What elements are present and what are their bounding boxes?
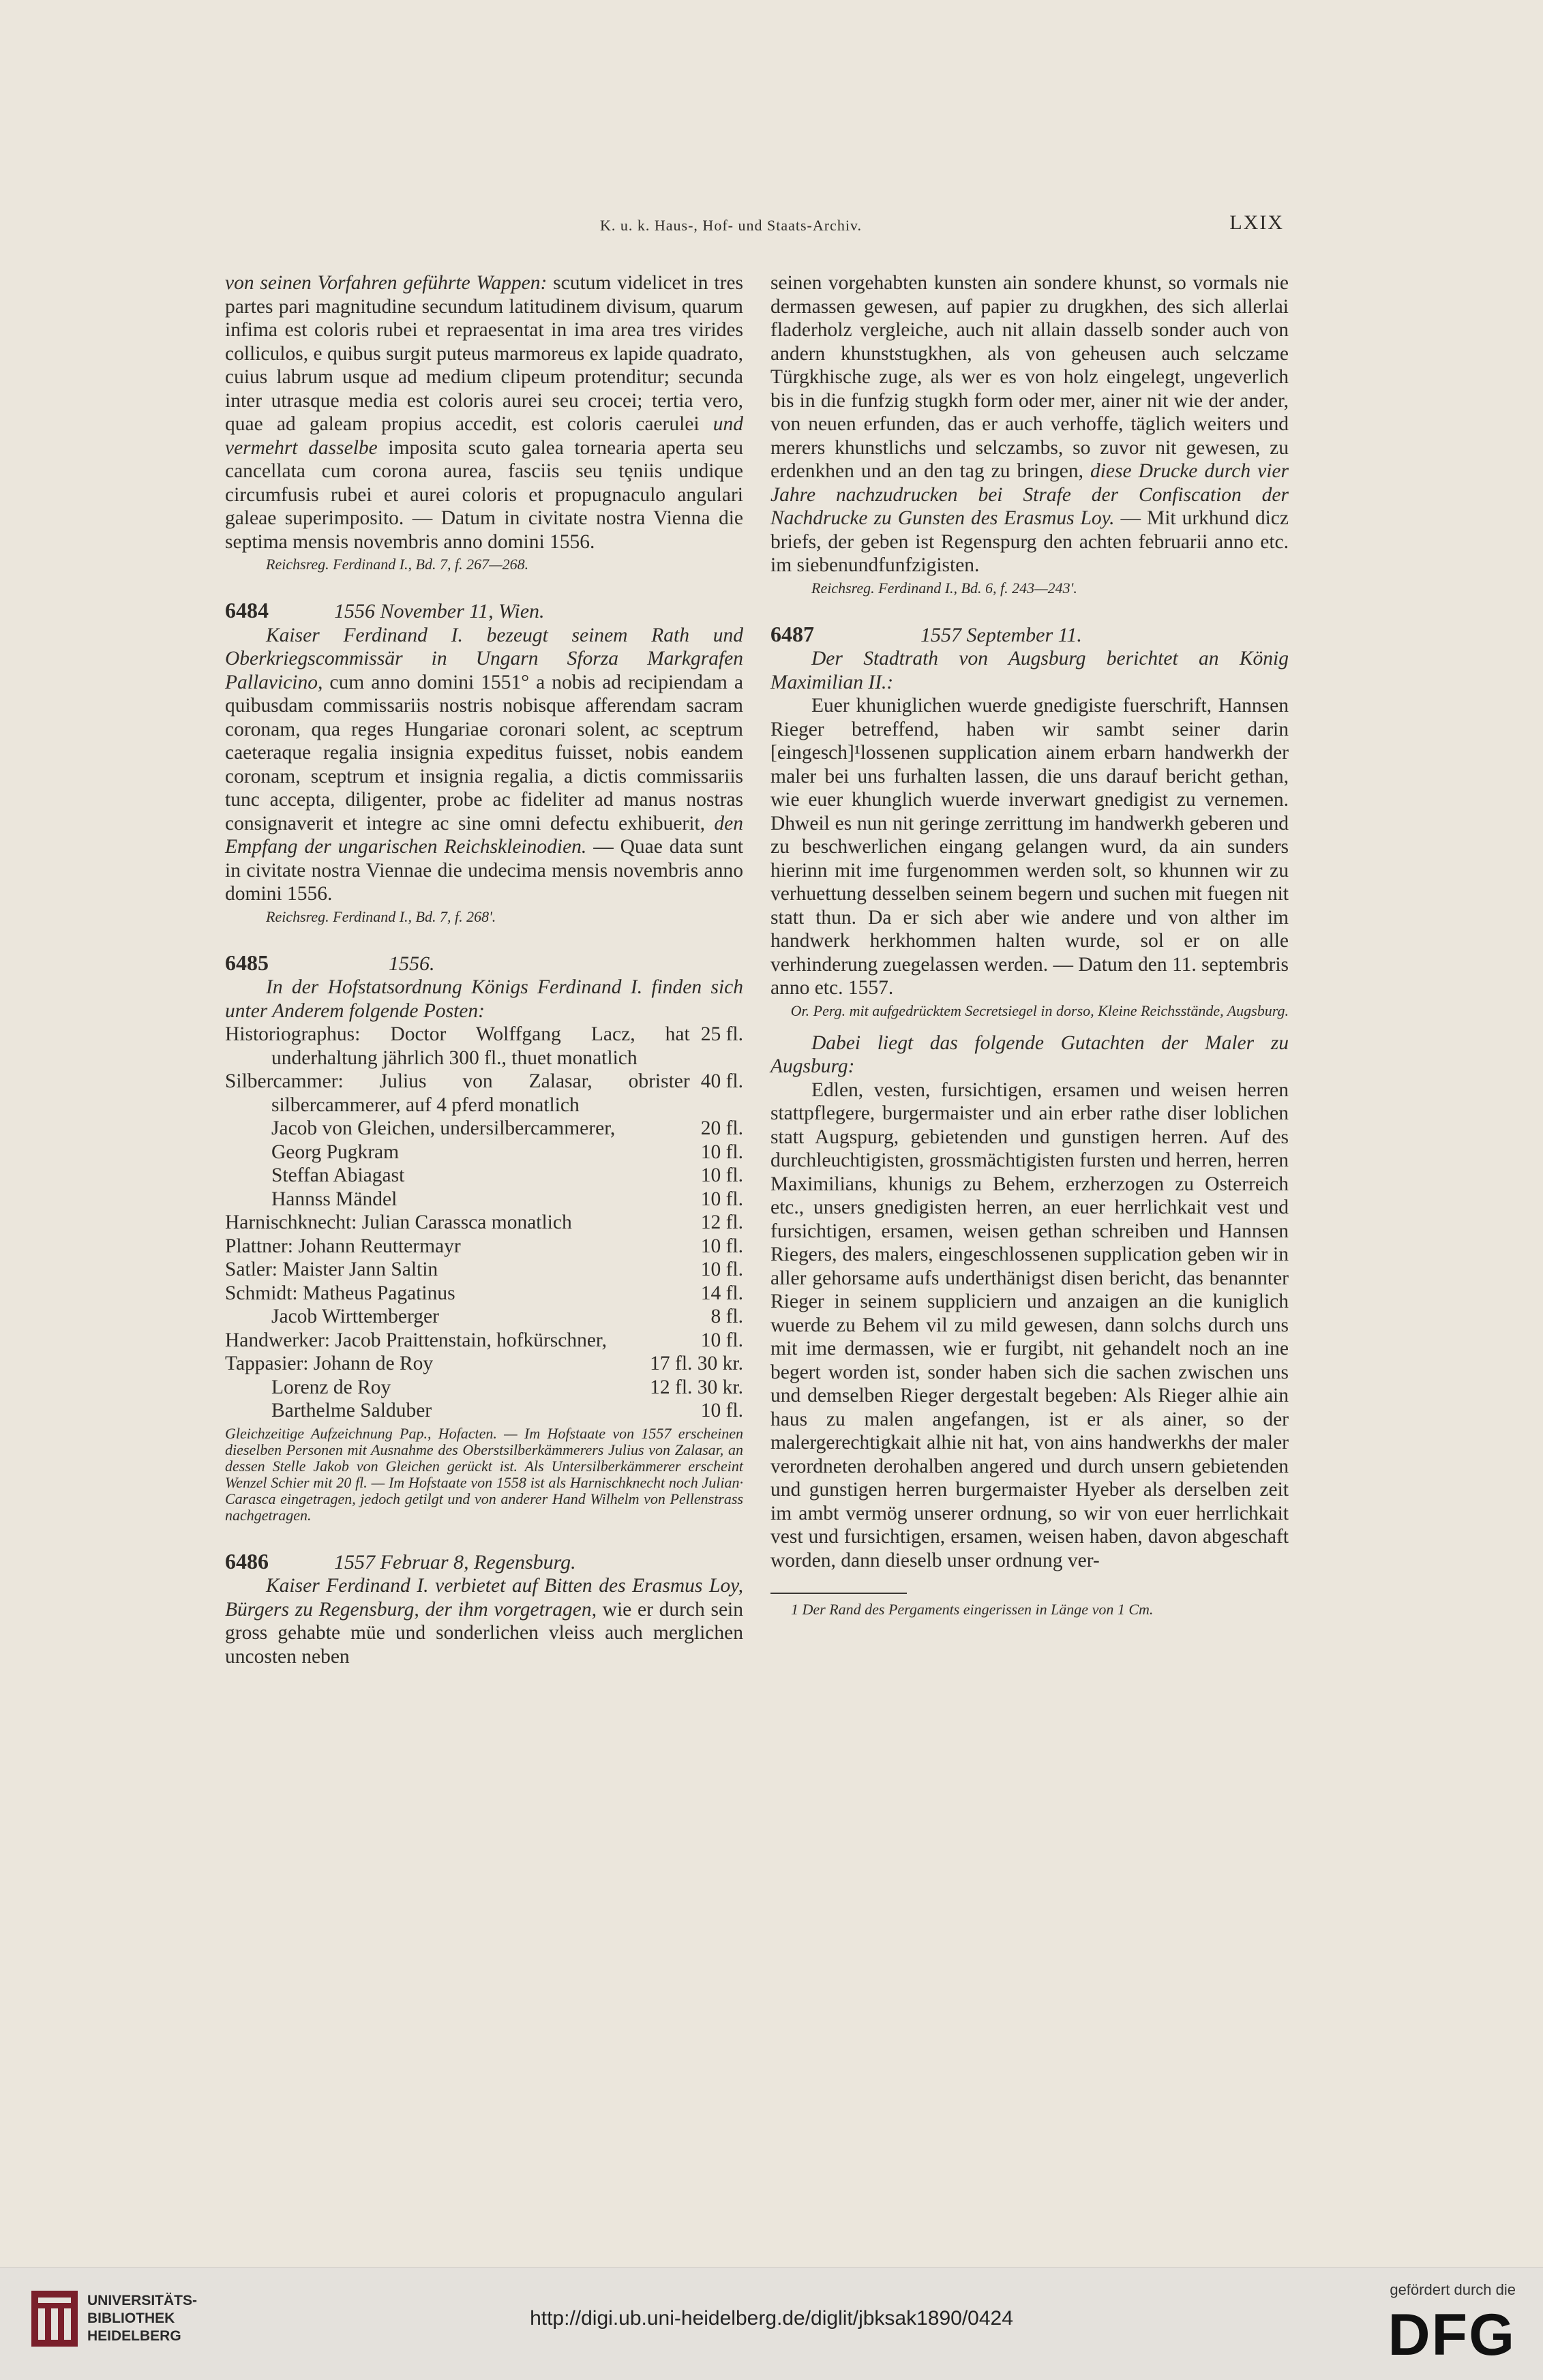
ledger-amount: 10 fl. xyxy=(700,1235,743,1257)
source-note: Or. Perg. mit aufgedrücktem Secretsiegel in dorso, Kleine Reichsstände, Augsburg. xyxy=(790,1001,1289,1019)
ledger-label: Harnischknecht: Julian Carassca monatlich xyxy=(225,1211,572,1233)
ledger-amount: 25 fl. xyxy=(700,1023,743,1045)
ledger-label: Lorenz de Roy xyxy=(271,1376,391,1398)
entry-heading-6487 xyxy=(770,622,1289,648)
entry-text2-6487: Edlen, vesten, fursichtigen, ersamen und weisen herren stattpflegere, burgermaister und ain erber rathe diser loblichen statt Augspurg, gebietenden und gunstigen herren. Auf des durchleuchtigisten, grossmächtigisten fursten und herren, herren Maximilians, khunigs zu Behem, erzherzogen zu Osterreich etc., unsers gnedigisten herren, an euer herrlichkait vest und fursichtigen, ersamen, weisen gethan schreiben und Hannsen Riegers, des malers, eingeschlossenen supplication geben wir in aller gehorsame aufs underthänigst disen bericht, das benannter Rieger in seinem suppliciern und anzaigen an die kuniglich wuerde zu Behem vil zu mild gewesen, dann solchs durch uns mit ime dermassen, wie er furgibt, nit gehandelt noch an ine begert worden ist, sonder haben sich die sachen zwischen uns und demselben Rieger dergestalt begeben: Als Rieger alhie ain haus zu malen angefangen, ist er als ainer, so der malergerechtigkait alhie nit hat, von ains handwerkhs der maler verordneten derohalben angered und durch unsern gebietenden und gunstigen herren burgermaister Hyeber als derselben zeit im ambt vermög unserer ordnung, so wir von euer herrlichkait vest und fursichtigen, ersamen, weisen haben, davon abgeschaft worden, dann dieselb unser ordnung ver- xyxy=(770,1079,1289,1571)
entry-text-6484: Kaiser Ferdinand I. bezeugt seinem Rath und Oberkriegscommissär in Ungarn Sforza Markgrafen Pallavicino, cum anno domini 1551° a nobis ad recipiendam a quibusdam commissariis nostris nobisque afferendam sacram coronam, qua reges Hungariae coronari solent, ac sceptrum caeteraque regalia insignia expeditus fuisset, nobis eandem coronam, sceptrum et insignia regalia, a dictis commissariis tunc accepta, diligenter, probe ac fideliter ad manus nostras consignaverit et integre ac sine omni defectu exhibuerit, den Empfang der ungarischen Reichskleinodien. — Quae data sunt in civitate nostra Viennae die undecima mensis novembris anno domini 1556. xyxy=(225,624,743,905)
ledger-label: Steffan Abiagast xyxy=(271,1164,405,1186)
library-line: BIBLIOTHEK xyxy=(87,2310,175,2326)
entry-date: 1556. xyxy=(389,952,435,975)
ledger-label: Georg Pugkram xyxy=(271,1141,400,1163)
ledger-label: Plattner: Johann Reuttermayr xyxy=(225,1235,461,1257)
ledger-label: Barthelme Salduber xyxy=(271,1400,432,1421)
ledger-amount: 12 fl. 30 kr. xyxy=(650,1376,743,1398)
ledger-label: Jacob von Gleichen, undersilbercammerer, xyxy=(271,1117,616,1139)
source-note: Gleichzeitige Aufzeichnung Pap., Hofacten. — Im Hofstaate von 1557 erscheinen dieselben Personen mit Ausnahme des Oberstsilberkämmerers Julius von Zalasar, an dessen Stelle Jakob von Gleichen gerückt ist. Als Untersilberkämmerer erscheint Wenzel Schier mit 20 fl. — Im Hofstaate von 1558 ist als Harnischknecht noch Julian· Carasca eingetragen, jedoch getilgt und von anderer Hand Wilhelm von Pellenstrass nachgetragen. xyxy=(225,1424,743,1524)
ledger-amount: 14 fl. xyxy=(700,1282,743,1304)
ledger-row xyxy=(225,1399,743,1423)
ledger-label: Historiographus: Doctor Wolffgang Lacz, hat underhaltung jährlich 300 fl., thuet monatlich xyxy=(225,1023,690,1069)
ledger-row xyxy=(225,1352,743,1376)
ledger-row xyxy=(225,1141,743,1164)
ledger-label: Hannss Mändel xyxy=(271,1188,398,1210)
entry-heading-6485 xyxy=(225,951,743,976)
archive-header: K. u. k. Haus-, Hof- und Staats-Archiv. xyxy=(600,217,863,234)
library-line: UNIVERSITÄTS- xyxy=(87,2293,198,2308)
ledger-label: Tappasier: Johann de Roy xyxy=(225,1353,434,1374)
ledger-row xyxy=(225,1376,743,1400)
ledger-amount: 10 fl. xyxy=(700,1141,743,1163)
running-head xyxy=(0,211,1543,244)
dfg-logo[interactable]: DFG xyxy=(1388,2302,1516,2368)
ledger-label: Silbercammer: Julius von Zalasar, obrister silbercammerer, auf 4 pferd monatlich xyxy=(225,1070,690,1116)
ledger-row xyxy=(225,1329,743,1353)
ledger-amount: 10 fl. xyxy=(700,1259,743,1280)
entry-intro-6485: In der Hofstatsordnung Königs Ferdinand I. finden sich unter Anderem folgende Posten: xyxy=(225,976,743,1022)
page-number: LXIX xyxy=(1229,211,1284,234)
permalink-url[interactable]: http://digi.ub.uni-heidelberg.de/diglit/jbksak1890/0424 xyxy=(530,2307,1013,2330)
right-column xyxy=(770,271,1289,1618)
sponsor-caption: gefördert durch die xyxy=(1390,2281,1516,2298)
ledger-amount: 10 fl. xyxy=(700,1164,743,1186)
entry-number: 6484 xyxy=(225,598,269,622)
continued-paragraph: von seinen Vorfahren geführte Wappen: scutum videlicet in tres partes pari magnitudine secundum latitudinem divisum, quarum infima est coloris rubei et repraesentat in ima area tres virides colliculos, e quibus surgit puteus marmoreus ex lapide quadrato, cuius labrum usque ad medium clipeum protenditur; secunda inter utrasque media est coloris aurei seu crocei; tertia vero, quae ad galeam propius accedit, est coloris caerulei und vermehrt dasselbe imposita scuto galea tornearia aperta seu cancellata cum corona aurea, fasciis seu tȩniis undique circumfusis rubei et aurei coloris et propugnaculo angulari galeae superimposito. — Datum in civitate nostra Vienna die septima mensis novembris anno domini 1556. xyxy=(225,272,743,553)
ledger-row xyxy=(225,1282,743,1306)
ledger-label: Schmidt: Matheus Pagatinus xyxy=(225,1282,455,1304)
left-column xyxy=(225,271,743,1668)
entry-date: 1557 September 11. xyxy=(920,623,1082,646)
ledger-amount: 10 fl. xyxy=(700,1188,743,1210)
ledger-row xyxy=(225,1164,743,1188)
entry-number: 6486 xyxy=(225,1548,269,1573)
ledger-row xyxy=(225,1070,743,1117)
ledger-amount: 8 fl. xyxy=(710,1306,743,1327)
library-line: HEIDELBERG xyxy=(87,2328,181,2344)
entry-intro2-6487: Dabei liegt das folgende Gutachten der Maler zu Augsburg: xyxy=(770,1031,1289,1077)
footnote: 1 Der Rand des Pergaments eingerissen in Länge von 1 Cm. xyxy=(791,1601,1154,1618)
source-note: Reichsreg. Ferdinand I., Bd. 6, f. 243—243'. xyxy=(811,579,1077,597)
entry-intro-6487: Der Stadtrath von Augsburg berichtet an König Maximilian II.: xyxy=(770,648,1289,693)
ledger-row xyxy=(225,1235,743,1259)
ledger-amount: 17 fl. 30 kr. xyxy=(650,1353,743,1374)
ledger-row xyxy=(225,1023,743,1070)
court-ledger xyxy=(225,1023,743,1423)
ledger-row xyxy=(225,1258,743,1282)
ledger-amount: 40 fl. xyxy=(700,1070,743,1092)
footnote-divider xyxy=(770,1593,907,1594)
source-note: Reichsreg. Ferdinand I., Bd. 7, f. 267—268. xyxy=(266,556,529,573)
entry-heading-6486 xyxy=(225,1550,743,1575)
ledger-label: Jacob Wirttemberger xyxy=(271,1306,439,1327)
continued-paragraph: seinen vorgehabten kunsten ain sondere khunst, so vormals nie dermassen gewesen, auf papier zu drugkhen, des sich allerlai fladerholz vergleiche, auch nit allain dasselb sonder auch von andern khunststugkhen, als von geheusen auch selczame Türgkhische zuge, als wer es von holz eingelegt, ungeverlich bis in die funfzig stugkh form oder mer, ainer nit wie der ander, von neuen erfunden, das er auch verhoffe, täglich weiters und merers khunstlichs und selczambs, so zuvor nit gewesen, zu erdenkhen und an den tag zu bringen, diese Drucke durch vier Jahre nachzudrucken bei Strafe der Confiscation der Nachdrucke zu Gunsten des Erasmus Loy. — Mit urkhund dicz briefs, der geben ist Regenspurg den achten februarii anno etc. im siebenundfunfzigisten. xyxy=(770,272,1289,576)
entry-heading-6484 xyxy=(225,599,743,624)
ledger-row xyxy=(225,1117,743,1141)
ledger-amount: 10 fl. xyxy=(700,1400,743,1421)
entry-text-6486: Kaiser Ferdinand I. verbietet auf Bitten des Erasmus Loy, Bürgers zu Regensburg, der ihm vorgetragen, wie er durch sein gross gehabte müe und sonderlichen vleiss auch merglichen uncosten neben xyxy=(225,1575,743,1668)
entry-number: 6485 xyxy=(225,950,269,975)
ledger-label: Satler: Maister Jann Saltin xyxy=(225,1259,438,1280)
source-note: Reichsreg. Ferdinand I., Bd. 7, f. 268'. xyxy=(266,907,496,925)
ledger-row xyxy=(225,1211,743,1235)
entry-number: 6487 xyxy=(770,621,814,646)
ledger-label: Handwerker: Jacob Praittenstain, hofkürschner, xyxy=(225,1329,607,1351)
entry-date: 1557 Februar 8, Regensburg. xyxy=(334,1550,576,1573)
ledger-amount: 12 fl. xyxy=(700,1211,743,1233)
ledger-amount: 20 fl. xyxy=(700,1117,743,1139)
viewer-footer xyxy=(0,2267,1543,2380)
ledger-amount: 10 fl. xyxy=(700,1329,743,1351)
entry-text-6487: Euer khuniglichen wuerde gnedigiste fuerschrift, Hannsen Rieger betreffend, haben wir sambt seiner darin [eingesch]¹lossenen supplication ainem erbarn handwerkh der maler bei uns furhalten lassen, die uns darauf bericht gethan, wie euer khunglich wuerde inverwart gnedigist zu vernemen. Dhweil es nun nit geringe zerrittung im handwerkh geberen und zu beschwerlichen eingang gelangen wurd, da ain sunders hierinn mit ime furgenommen werden solt, so khunnen wir zu verhuettung desselben seinem begern und suchen mit fuegen nit statt thun. Da er sich aber wie andere und von alther im handwerk herkhommen halten wurde, sol er on alle verhinderung zuegelassen werden. — Datum den 11. septembris anno etc. 1557. xyxy=(770,695,1289,999)
ledger-row xyxy=(225,1305,743,1329)
entry-date: 1556 November 11, Wien. xyxy=(334,600,545,622)
ledger-row xyxy=(225,1188,743,1211)
